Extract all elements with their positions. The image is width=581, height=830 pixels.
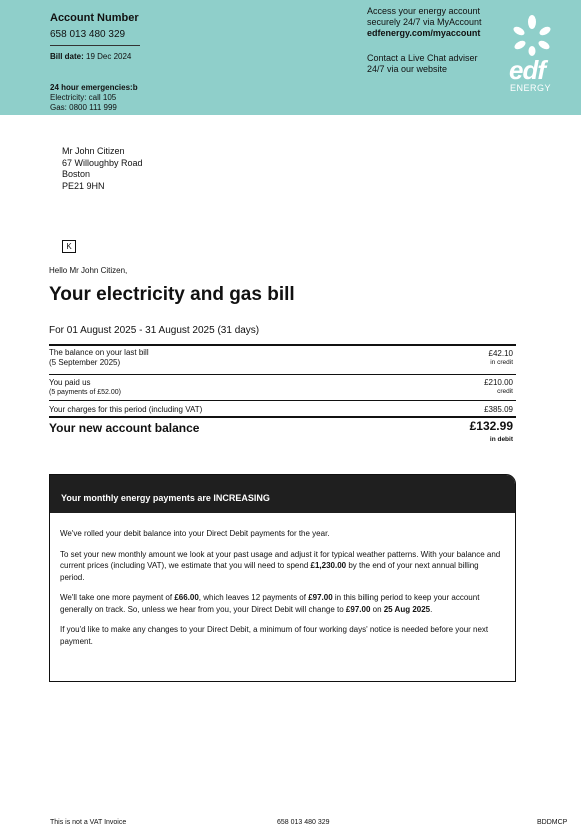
address-line: Boston — [62, 169, 91, 179]
account-number-label: Account Number — [50, 12, 139, 24]
access-line-2: securely 24/7 via MyAccount — [367, 17, 482, 27]
address-line: Mr John Citizen — [62, 146, 125, 156]
summary-rule — [49, 374, 516, 375]
panel-paragraph — [60, 549, 505, 584]
panel-text: on — [370, 604, 384, 614]
estimated-spend: £1,230.00 — [310, 561, 347, 570]
greeting: Hello Mr John Citizen, — [49, 266, 128, 275]
paid-sub: (5 payments of £52.00) — [49, 388, 121, 396]
emergency-title: 24 hour emergencies:b — [50, 83, 138, 92]
address-line: 67 Willoughby Road — [62, 157, 143, 168]
emergency-contacts — [50, 83, 138, 113]
next-payment-amount: £66.00 — [174, 593, 199, 602]
chat-line-1: Contact a Live Chat adviser — [367, 53, 478, 63]
panel-text: . — [430, 604, 433, 614]
last-bill-row — [49, 348, 149, 367]
edf-logo-text: edf — [509, 55, 545, 85]
payments-row — [49, 378, 121, 397]
summary-bottom-rule — [49, 416, 516, 418]
gas-emergency: Gas: 0800 111 999 — [50, 103, 117, 112]
summary-top-rule — [49, 344, 516, 346]
panel-body — [50, 513, 515, 647]
paid-amount-cell — [484, 378, 513, 396]
header-divider — [50, 45, 140, 46]
payment-notice-panel — [49, 474, 516, 682]
bill-date-value: 19 Dec 2024 — [86, 52, 132, 61]
mail-code-box: K — [62, 240, 76, 253]
charges-label: Your charges for this period (including VAT) — [49, 405, 203, 414]
panel-text: by the end of your next annual billing period. — [60, 561, 479, 582]
panel-paragraph: If you'd like to make any changes to your Direct Debit, a minimum of four working days' notice is needed before your next payment. — [60, 625, 489, 646]
live-chat-info — [367, 53, 478, 75]
access-line-1: Access your energy account — [367, 6, 481, 16]
customer-address — [62, 146, 143, 192]
last-bill-amount-cell — [489, 349, 513, 367]
electricity-emergency: Electricity: call 105 — [50, 93, 117, 102]
vat-notice: This is not a VAT Invoice — [50, 819, 127, 826]
panel-text: , which leaves 12 payments of — [198, 593, 309, 602]
direct-debit-change-date: 25 Aug 2025 — [383, 604, 431, 614]
paid-note: credit — [497, 388, 513, 395]
new-balance-amount: £132.99 — [469, 419, 513, 433]
panel-text: We'll take one more payment of — [60, 593, 175, 602]
footer-code: BDDMCP — [537, 819, 568, 826]
last-bill-note: in credit — [490, 359, 513, 366]
paid-label: You paid us — [49, 378, 91, 387]
new-balance-note: in debit — [489, 436, 513, 443]
bill-date — [50, 52, 131, 61]
page-title: Your electricity and gas bill — [49, 284, 295, 305]
last-bill-date: (5 September 2025) — [49, 357, 121, 367]
panel-paragraph — [60, 592, 505, 615]
panel-paragraph: We've rolled your debit balance into your Direct Debit payments for the year. — [60, 529, 330, 538]
header-banner — [0, 0, 581, 115]
myaccount-link[interactable]: edfenergy.com/myaccount — [367, 28, 481, 38]
bill-date-label: Bill date: — [50, 52, 84, 61]
last-bill-amount: £42.10 — [488, 349, 513, 358]
new-direct-debit-amount: £97.00 — [345, 604, 371, 614]
paid-amount: £210.00 — [484, 378, 513, 387]
panel-heading: Your monthly energy payments are INCREASING — [50, 475, 515, 513]
new-balance-cell — [470, 420, 513, 446]
edf-logo-subtext: ENERGY — [510, 83, 552, 93]
footer-account-number: 658 013 480 329 — [277, 819, 330, 826]
address-line: PE21 9HN — [62, 180, 105, 191]
summary-rule — [49, 400, 516, 401]
chat-line-2: 24/7 via our website — [367, 64, 448, 74]
account-number: 658 013 480 329 — [50, 29, 126, 40]
remaining-payment-amount: £97.00 — [308, 593, 333, 602]
new-balance-label: Your new account balance — [49, 421, 200, 435]
panel-text: To set your new monthly amount we look at your past usage and adjust it for typical weather patterns. With your balance and current prices (including VAT), we estimate that you will need to spend — [60, 549, 501, 570]
myaccount-info — [367, 6, 482, 39]
last-bill-label: The balance on your last bill — [49, 348, 149, 357]
charges-amount: £385.09 — [484, 405, 513, 414]
billing-period: For 01 August 2025 - 31 August 2025 (31 days) — [49, 325, 260, 336]
panel-text: in this billing period to keep your account generally on track. So, unless we hear from you, your Direct Debit will change to — [60, 593, 480, 614]
